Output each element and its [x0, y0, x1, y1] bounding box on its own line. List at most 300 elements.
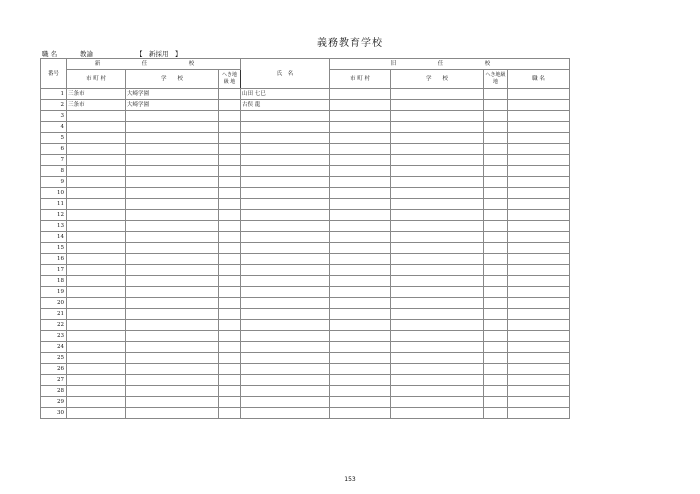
cell-city	[67, 199, 126, 210]
col-school-header: 学 校	[126, 70, 219, 89]
cell-old-city	[330, 210, 391, 221]
cell-city	[67, 243, 126, 254]
cell-old-remote	[484, 89, 508, 100]
cell-old-remote	[484, 133, 508, 144]
cell-position	[508, 166, 570, 177]
cell-old-remote	[484, 287, 508, 298]
cell-remote	[219, 331, 241, 342]
row-number: 17	[41, 265, 67, 276]
table-row	[41, 144, 570, 155]
row-number: 19	[41, 287, 67, 298]
cell-name	[241, 287, 330, 298]
cell-old-remote	[484, 276, 508, 287]
table-row	[41, 133, 570, 144]
cell-old-city	[330, 89, 391, 100]
row-number: 13	[41, 221, 67, 232]
cell-name	[241, 144, 330, 155]
cell-position	[508, 408, 570, 419]
cell-school	[126, 353, 219, 364]
transfer-table	[40, 58, 570, 419]
group-new-header: 新 任 校	[67, 59, 241, 70]
cell-old-city	[330, 122, 391, 133]
cell-remote	[219, 287, 241, 298]
cell-remote	[219, 144, 241, 155]
row-number: 15	[41, 243, 67, 254]
cell-school	[126, 166, 219, 177]
cell-old-remote	[484, 177, 508, 188]
cell-city	[67, 309, 126, 320]
cell-school	[126, 364, 219, 375]
cell-old-remote	[484, 320, 508, 331]
cell-school	[126, 375, 219, 386]
cell-city	[67, 320, 126, 331]
cell-old-city	[330, 166, 391, 177]
table-row	[41, 276, 570, 287]
cell-old-remote	[484, 265, 508, 276]
cell-city	[67, 397, 126, 408]
cell-remote	[219, 375, 241, 386]
cell-old-city	[330, 265, 391, 276]
cell-remote	[219, 353, 241, 364]
row-number: 4	[41, 122, 67, 133]
table-row	[41, 408, 570, 419]
cell-old-school	[391, 353, 484, 364]
cell-old-city	[330, 397, 391, 408]
cell-position	[508, 342, 570, 353]
table-row	[41, 265, 570, 276]
cell-position	[508, 133, 570, 144]
cell-remote	[219, 199, 241, 210]
table-row	[41, 320, 570, 331]
row-number: 29	[41, 397, 67, 408]
table-row	[41, 298, 570, 309]
table-row	[41, 221, 570, 232]
cell-remote	[219, 320, 241, 331]
cell-city	[67, 408, 126, 419]
row-number: 7	[41, 155, 67, 166]
cell-old-school	[391, 177, 484, 188]
cell-school	[126, 276, 219, 287]
cell-old-city	[330, 298, 391, 309]
table-row	[41, 243, 570, 254]
row-number: 27	[41, 375, 67, 386]
cell-school: 大崎学園	[126, 89, 219, 100]
cell-remote	[219, 166, 241, 177]
cell-position	[508, 210, 570, 221]
col-name-header: 氏 名	[241, 59, 330, 89]
cell-position	[508, 364, 570, 375]
cell-old-city	[330, 375, 391, 386]
cell-position	[508, 265, 570, 276]
cell-position	[508, 386, 570, 397]
cell-name	[241, 210, 330, 221]
cell-old-school	[391, 122, 484, 133]
cell-old-city	[330, 199, 391, 210]
cell-name	[241, 188, 330, 199]
cell-name	[241, 122, 330, 133]
cell-old-remote	[484, 364, 508, 375]
cell-name	[241, 265, 330, 276]
cell-school: 大崎学園	[126, 100, 219, 111]
cell-old-school	[391, 265, 484, 276]
row-number: 1	[41, 89, 67, 100]
col-remote-header: へき地級 地	[219, 70, 241, 89]
cell-remote	[219, 408, 241, 419]
col-old-city-header: 市 町 村	[330, 70, 391, 89]
cell-old-city	[330, 287, 391, 298]
cell-remote	[219, 133, 241, 144]
table-row	[41, 232, 570, 243]
cell-old-remote	[484, 100, 508, 111]
cell-name: 古俣 龍	[241, 100, 330, 111]
cell-old-school	[391, 210, 484, 221]
cell-remote	[219, 342, 241, 353]
cell-position	[508, 155, 570, 166]
cell-position	[508, 353, 570, 364]
cell-old-school	[391, 89, 484, 100]
cell-old-city	[330, 232, 391, 243]
cell-name	[241, 276, 330, 287]
row-number: 21	[41, 309, 67, 320]
cell-old-school	[391, 199, 484, 210]
job-value: 教諭	[80, 50, 93, 58]
type-label: 【 新採用 】	[136, 50, 182, 58]
col-number-header: 番号	[41, 59, 67, 89]
cell-old-city	[330, 254, 391, 265]
cell-city	[67, 221, 126, 232]
cell-old-city	[330, 100, 391, 111]
cell-remote	[219, 364, 241, 375]
cell-old-city	[330, 386, 391, 397]
cell-city	[67, 298, 126, 309]
cell-school	[126, 188, 219, 199]
cell-name	[241, 298, 330, 309]
row-number: 12	[41, 210, 67, 221]
table-row	[41, 155, 570, 166]
cell-old-city	[330, 276, 391, 287]
cell-school	[126, 221, 219, 232]
cell-old-school	[391, 276, 484, 287]
cell-old-school	[391, 243, 484, 254]
col-old-remote-header: へき地級 地	[484, 70, 508, 89]
cell-position	[508, 144, 570, 155]
cell-name	[241, 353, 330, 364]
cell-school	[126, 155, 219, 166]
cell-city	[67, 144, 126, 155]
cell-old-city	[330, 342, 391, 353]
row-number: 10	[41, 188, 67, 199]
cell-old-school	[391, 133, 484, 144]
row-number: 2	[41, 100, 67, 111]
cell-old-remote	[484, 243, 508, 254]
col-position-header: 職 名	[508, 70, 570, 89]
cell-name	[241, 408, 330, 419]
cell-old-city	[330, 133, 391, 144]
cell-school	[126, 320, 219, 331]
row-number: 28	[41, 386, 67, 397]
cell-position	[508, 375, 570, 386]
cell-name	[241, 166, 330, 177]
cell-school	[126, 386, 219, 397]
cell-remote	[219, 210, 241, 221]
cell-city: 三条市	[67, 100, 126, 111]
cell-position	[508, 89, 570, 100]
cell-old-school	[391, 320, 484, 331]
cell-school	[126, 397, 219, 408]
cell-old-city	[330, 331, 391, 342]
cell-old-school	[391, 100, 484, 111]
cell-position	[508, 243, 570, 254]
cell-old-city	[330, 243, 391, 254]
cell-city	[67, 188, 126, 199]
cell-school	[126, 111, 219, 122]
cell-old-city	[330, 353, 391, 364]
cell-old-city	[330, 309, 391, 320]
table-row	[41, 100, 570, 111]
cell-school	[126, 177, 219, 188]
cell-old-remote	[484, 111, 508, 122]
row-number: 30	[41, 408, 67, 419]
cell-name	[241, 133, 330, 144]
cell-old-school	[391, 331, 484, 342]
cell-old-city	[330, 144, 391, 155]
cell-old-school	[391, 232, 484, 243]
cell-old-remote	[484, 331, 508, 342]
cell-name	[241, 331, 330, 342]
cell-name	[241, 221, 330, 232]
cell-position	[508, 309, 570, 320]
group-old-header: 旧 任 校	[330, 59, 570, 70]
cell-old-school	[391, 287, 484, 298]
cell-city	[67, 133, 126, 144]
cell-school	[126, 298, 219, 309]
cell-remote	[219, 309, 241, 320]
cell-position	[508, 331, 570, 342]
cell-city	[67, 276, 126, 287]
table-row	[41, 375, 570, 386]
table-row	[41, 166, 570, 177]
cell-old-remote	[484, 298, 508, 309]
cell-remote	[219, 232, 241, 243]
cell-old-city	[330, 221, 391, 232]
cell-city	[67, 111, 126, 122]
cell-old-school	[391, 155, 484, 166]
cell-school	[126, 199, 219, 210]
cell-old-city	[330, 408, 391, 419]
cell-old-city	[330, 320, 391, 331]
cell-city	[67, 232, 126, 243]
table-row	[41, 309, 570, 320]
cell-school	[126, 133, 219, 144]
table-row	[41, 188, 570, 199]
cell-remote	[219, 221, 241, 232]
cell-remote	[219, 243, 241, 254]
cell-city	[67, 166, 126, 177]
table-row	[41, 364, 570, 375]
row-number: 11	[41, 199, 67, 210]
table-row	[41, 210, 570, 221]
cell-old-city	[330, 111, 391, 122]
row-number: 22	[41, 320, 67, 331]
document-title: 義務教育学校	[317, 38, 383, 49]
cell-name	[241, 386, 330, 397]
cell-old-school	[391, 166, 484, 177]
cell-city	[67, 331, 126, 342]
table-row	[41, 111, 570, 122]
cell-old-city	[330, 155, 391, 166]
table-row	[41, 89, 570, 100]
cell-old-school	[391, 375, 484, 386]
cell-position	[508, 254, 570, 265]
row-number: 5	[41, 133, 67, 144]
cell-name: 山田 七巳	[241, 89, 330, 100]
cell-old-remote	[484, 210, 508, 221]
cell-school	[126, 122, 219, 133]
cell-remote	[219, 155, 241, 166]
cell-remote	[219, 89, 241, 100]
cell-old-remote	[484, 309, 508, 320]
cell-name	[241, 375, 330, 386]
row-number: 8	[41, 166, 67, 177]
cell-city	[67, 375, 126, 386]
cell-name	[241, 111, 330, 122]
cell-old-school	[391, 221, 484, 232]
cell-position	[508, 232, 570, 243]
row-number: 6	[41, 144, 67, 155]
cell-name	[241, 199, 330, 210]
cell-school	[126, 243, 219, 254]
cell-old-city	[330, 188, 391, 199]
cell-old-remote	[484, 342, 508, 353]
cell-old-school	[391, 144, 484, 155]
row-number: 20	[41, 298, 67, 309]
cell-remote	[219, 265, 241, 276]
table-row	[41, 331, 570, 342]
row-number: 23	[41, 331, 67, 342]
cell-old-remote	[484, 166, 508, 177]
cell-remote	[219, 397, 241, 408]
cell-name	[241, 177, 330, 188]
table-row	[41, 386, 570, 397]
cell-old-remote	[484, 232, 508, 243]
cell-remote	[219, 122, 241, 133]
row-number: 16	[41, 254, 67, 265]
table-row	[41, 353, 570, 364]
cell-name	[241, 397, 330, 408]
cell-school	[126, 210, 219, 221]
cell-position	[508, 111, 570, 122]
table-row	[41, 342, 570, 353]
cell-city: 三条市	[67, 89, 126, 100]
cell-old-school	[391, 254, 484, 265]
cell-position	[508, 188, 570, 199]
cell-city	[67, 155, 126, 166]
header-line	[42, 49, 182, 58]
job-label: 職 名	[42, 50, 58, 58]
cell-remote	[219, 100, 241, 111]
cell-name	[241, 155, 330, 166]
cell-old-school	[391, 408, 484, 419]
page-number: 153	[344, 476, 356, 483]
cell-position	[508, 397, 570, 408]
cell-old-remote	[484, 397, 508, 408]
row-number: 24	[41, 342, 67, 353]
cell-position	[508, 298, 570, 309]
row-number: 14	[41, 232, 67, 243]
cell-name	[241, 342, 330, 353]
cell-old-school	[391, 364, 484, 375]
cell-old-remote	[484, 122, 508, 133]
cell-city	[67, 210, 126, 221]
cell-city	[67, 122, 126, 133]
cell-remote	[219, 276, 241, 287]
cell-name	[241, 364, 330, 375]
row-number: 3	[41, 111, 67, 122]
cell-remote	[219, 188, 241, 199]
cell-city	[67, 353, 126, 364]
cell-school	[126, 265, 219, 276]
cell-old-school	[391, 309, 484, 320]
cell-old-school	[391, 188, 484, 199]
cell-city	[67, 364, 126, 375]
cell-old-school	[391, 111, 484, 122]
cell-remote	[219, 177, 241, 188]
cell-position	[508, 287, 570, 298]
cell-name	[241, 243, 330, 254]
cell-old-remote	[484, 144, 508, 155]
row-number: 9	[41, 177, 67, 188]
cell-city	[67, 386, 126, 397]
table-row	[41, 199, 570, 210]
cell-old-school	[391, 342, 484, 353]
cell-school	[126, 232, 219, 243]
cell-school	[126, 309, 219, 320]
cell-remote	[219, 111, 241, 122]
cell-remote	[219, 298, 241, 309]
cell-name	[241, 254, 330, 265]
cell-position	[508, 320, 570, 331]
cell-remote	[219, 386, 241, 397]
cell-position	[508, 276, 570, 287]
col-old-school-header: 学 校	[391, 70, 484, 89]
table-row	[41, 254, 570, 265]
table-row	[41, 287, 570, 298]
cell-city	[67, 342, 126, 353]
cell-old-city	[330, 177, 391, 188]
cell-remote	[219, 254, 241, 265]
cell-name	[241, 232, 330, 243]
cell-city	[67, 254, 126, 265]
cell-position	[508, 100, 570, 111]
table-row	[41, 397, 570, 408]
cell-position	[508, 122, 570, 133]
cell-school	[126, 254, 219, 265]
cell-old-remote	[484, 386, 508, 397]
cell-city	[67, 287, 126, 298]
cell-old-remote	[484, 199, 508, 210]
cell-school	[126, 342, 219, 353]
cell-name	[241, 320, 330, 331]
cell-old-remote	[484, 353, 508, 364]
cell-name	[241, 309, 330, 320]
row-number: 18	[41, 276, 67, 287]
cell-old-school	[391, 386, 484, 397]
cell-old-remote	[484, 254, 508, 265]
cell-old-city	[330, 364, 391, 375]
cell-school	[126, 287, 219, 298]
row-number: 26	[41, 364, 67, 375]
cell-position	[508, 199, 570, 210]
